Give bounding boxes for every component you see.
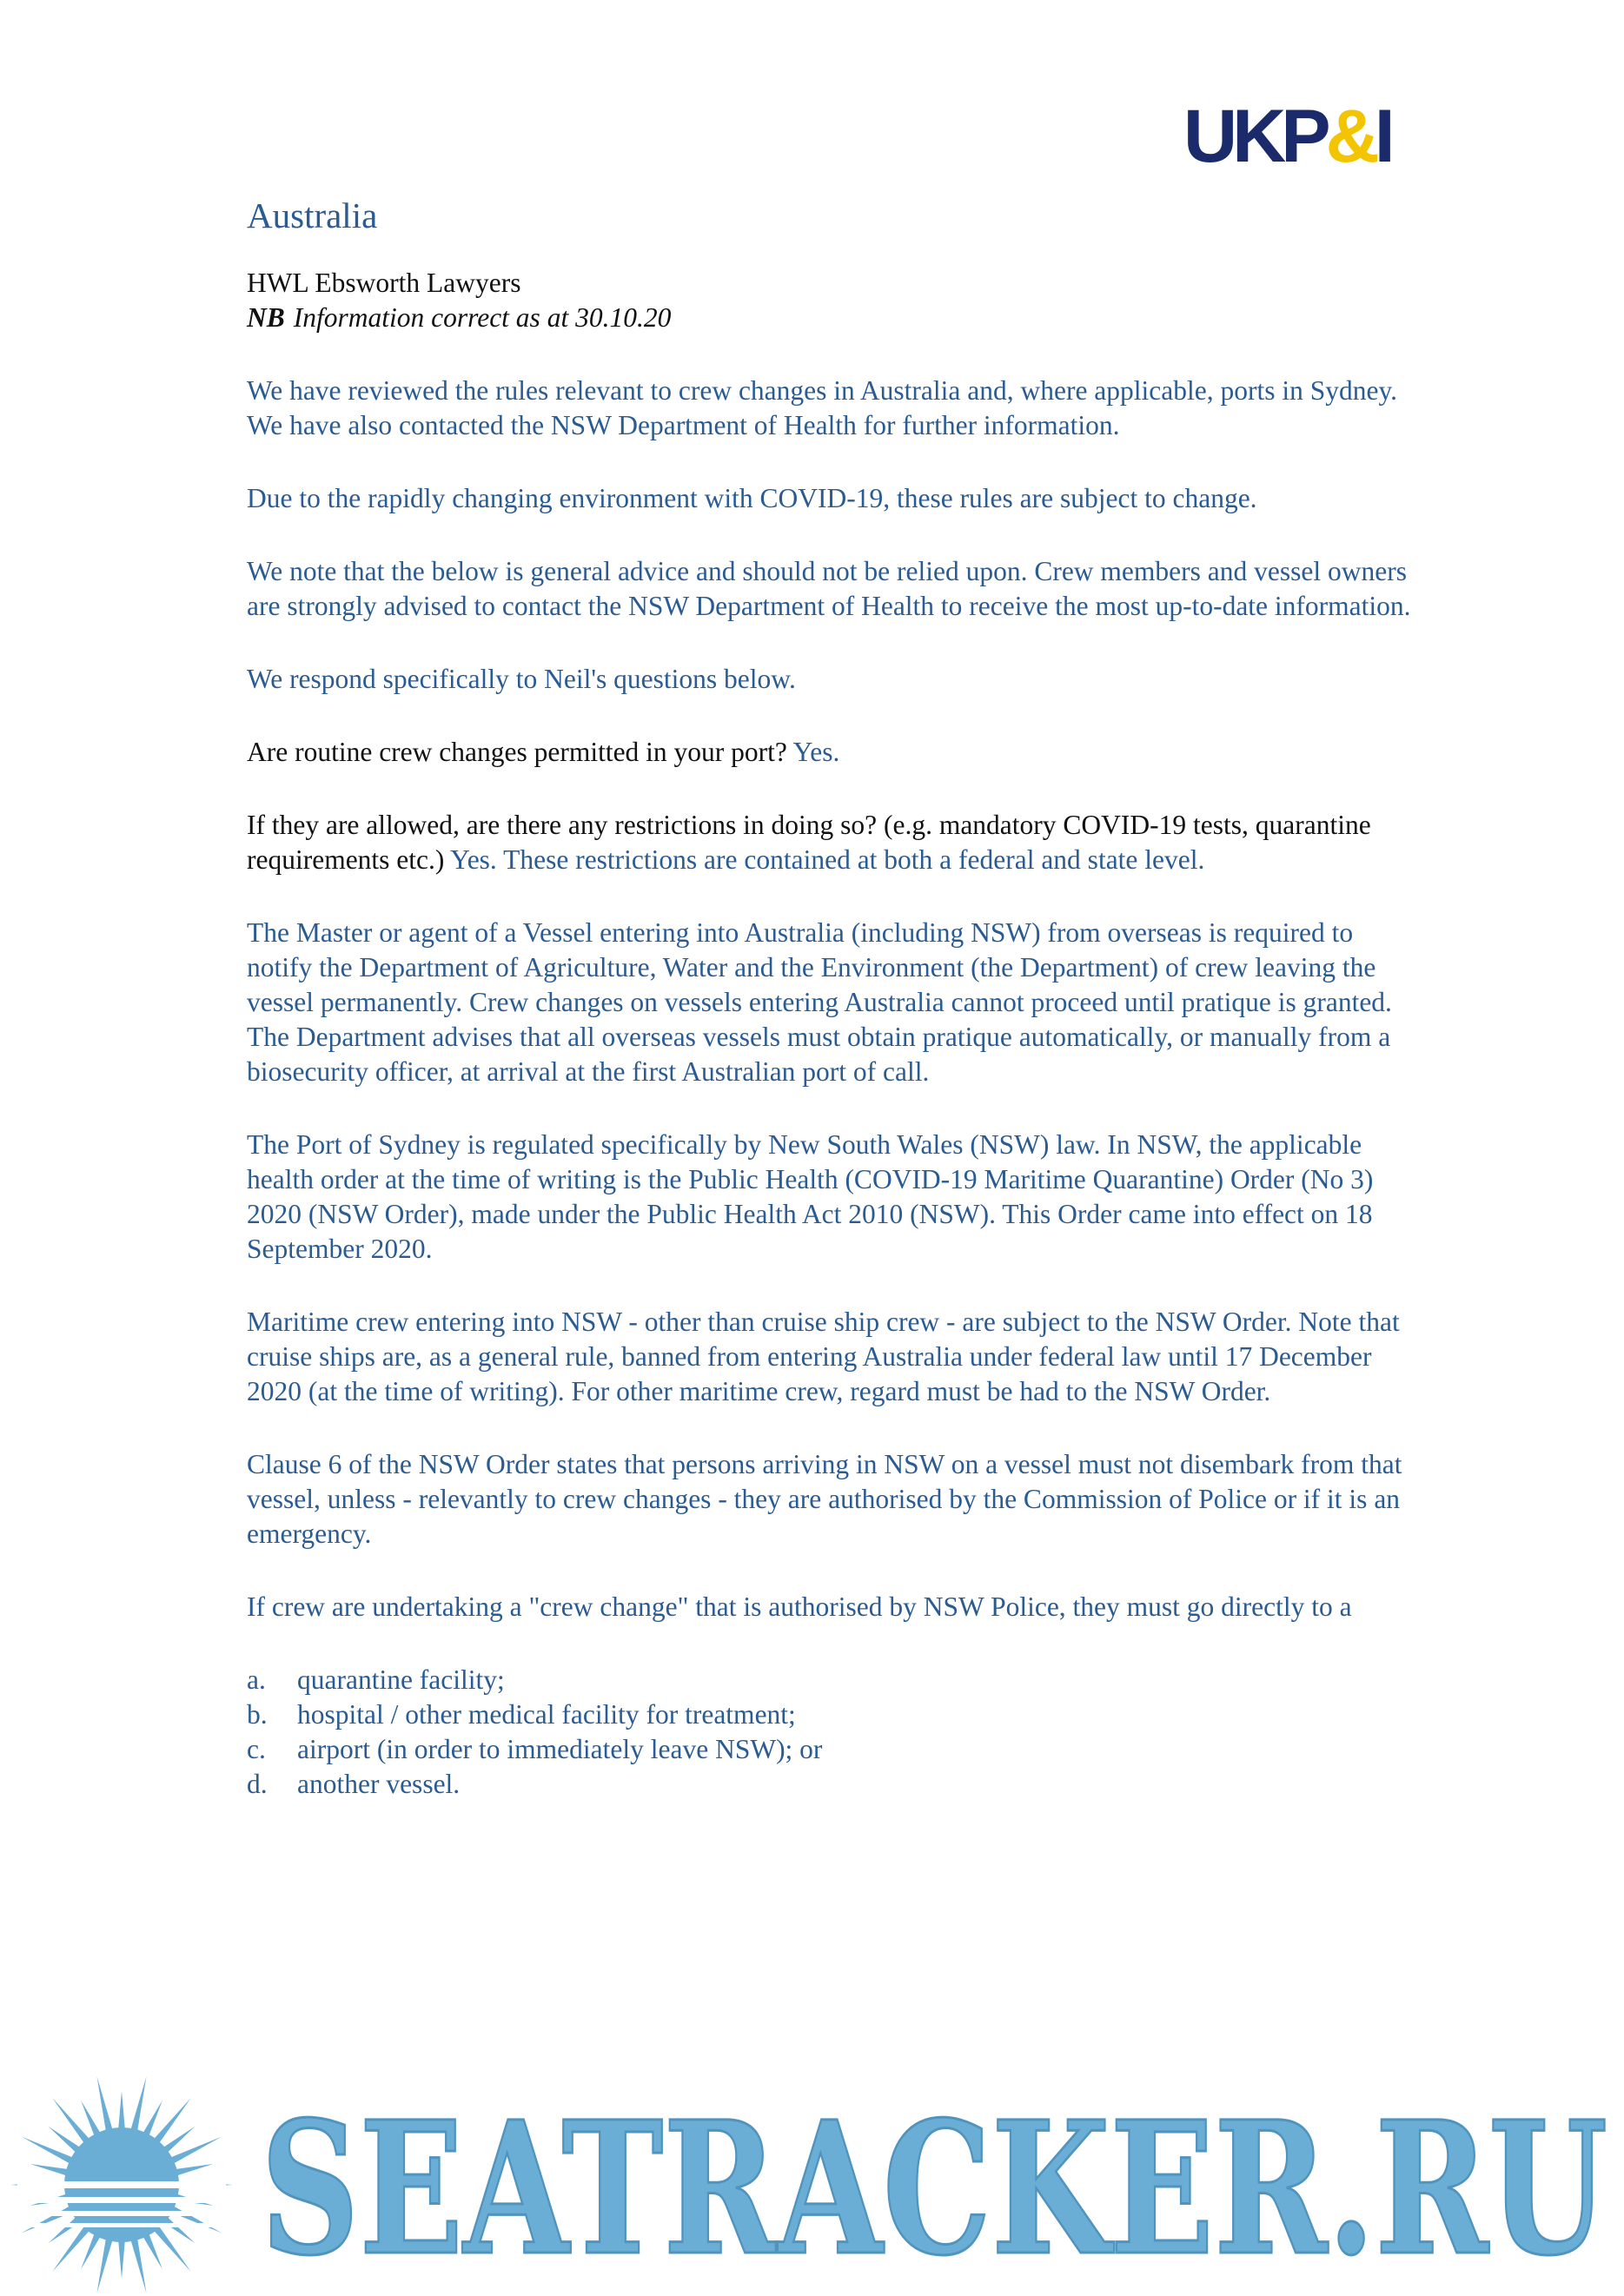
- list-item: [247, 1767, 1411, 1802]
- document-body: [247, 193, 1411, 1802]
- list-letter: b.: [247, 1699, 268, 1730]
- paragraph-maritime-crew: Maritime crew entering into NSW - other than cruise ship crew - are subject to the NSW Order. Note that cruise ships are, as a general rule, banned from entering Australia under federal law until 17 December 2020 (at the time of writing). For other maritime crew, regard must be had to the NSW Order.: [247, 1307, 1400, 1406]
- question-2-text: If they are allowed, are there any restrictions in doing so? (e.g. mandatory COVID-19 tests, quarantine requirements etc.): [247, 810, 1371, 875]
- nb-line: [247, 302, 671, 333]
- question-2-answer: Yes. These restrictions are contained at both a federal and state level.: [444, 844, 1205, 875]
- paragraph-respond: We respond specifically to Neil's questions below.: [247, 664, 796, 694]
- list-item: [247, 1732, 1411, 1767]
- author: HWL Ebsworth Lawyers: [247, 268, 521, 298]
- sun-icon: [10, 2076, 233, 2293]
- list-text: quarantine facility;: [297, 1664, 505, 1695]
- sun-ray: [97, 2234, 114, 2293]
- logo-i: I: [1374, 97, 1390, 172]
- logo-amp: &: [1325, 97, 1375, 172]
- sun-ray: [151, 2223, 191, 2272]
- sun-ray: [118, 2091, 125, 2133]
- destination-list: [247, 1663, 1411, 1802]
- list-letter: d.: [247, 1769, 268, 1799]
- question-2: [247, 808, 1411, 877]
- list-letter: a.: [247, 1664, 266, 1695]
- list-text: hospital / other medical facility for treatment;: [297, 1699, 796, 1730]
- question-1-text: Are routine crew changes permitted in your port?: [247, 737, 787, 767]
- paragraph-crew-change: If crew are undertaking a "crew change" that is authorised by NSW Police, they must go directly to a: [247, 1591, 1352, 1622]
- list-item: [247, 1697, 1411, 1732]
- sun-ray: [52, 2223, 92, 2272]
- sun-ray: [129, 2234, 146, 2293]
- nb-text: Information correct as at 30.10.20: [293, 302, 672, 333]
- list-text: another vessel.: [297, 1769, 461, 1799]
- logo-uk: UK: [1183, 97, 1282, 172]
- list-letter: c.: [247, 1734, 266, 1764]
- paragraph-change-notice: Due to the rapidly changing environment with COVID-19, these rules are subject to change.: [247, 483, 1257, 513]
- paragraph-port-sydney: The Port of Sydney is regulated specifically by New South Wales (NSW) law. In NSW, the applicable health order at the time of writing is the Public Health (COVID-19 Maritime Quarantine) Order (No 3) 2020 (NSW Order), made under the Public Health Act 2010 (NSW). This Order came into effect on 18 September 2020.: [247, 1129, 1374, 1264]
- paragraph-master-agent: The Master or agent of a Vessel entering into Australia (including NSW) from overseas is required to notify the Department of Agriculture, Water and the Environment (the Department) of crew leaving the vessel permanently. Crew changes on vessels entering Australia cannot proceed until pratique is granted. The Department advises that all overseas vessels must obtain pratique automatically, or manually from a biosecurity officer, at arrival at the first Australian port of call.: [247, 917, 1392, 1087]
- sun-ray: [97, 2076, 114, 2134]
- logo-p: P: [1281, 97, 1326, 172]
- svg-text:UKP&I: [1183, 97, 1391, 172]
- question-1-answer: Yes.: [786, 737, 840, 767]
- nb-label: NB: [247, 302, 285, 333]
- seatracker-watermark: [0, 2054, 1624, 2296]
- sun-ray: [151, 2098, 191, 2147]
- author-block: [247, 266, 1411, 335]
- sun-ray: [118, 2237, 125, 2279]
- paragraph-disclaimer: We note that the below is general advice and should not be relied upon. Crew members and vessel owners are strongly advised to contact the NSW Department of Health to receive the most up-to-date information.: [247, 556, 1411, 621]
- watermark-text: SEATRACKER.RU: [261, 2081, 1607, 2296]
- sun-ray: [129, 2076, 146, 2134]
- paragraph-intro: We have reviewed the rules relevant to crew changes in Australia and, where applicable, ports in Sydney. We have also contacted the NSW Department of Health for further information.: [247, 375, 1398, 440]
- list-item: [247, 1663, 1411, 1697]
- ukpi-logo: [1183, 97, 1401, 172]
- sun-ray: [52, 2098, 92, 2147]
- question-1: [247, 735, 1411, 770]
- page-title: Australia: [247, 195, 378, 235]
- list-text: airport (in order to immediately leave NSW); or: [297, 1734, 823, 1764]
- paragraph-clause-6: Clause 6 of the NSW Order states that persons arriving in NSW on a vessel must not disembark from that vessel, unless - relevantly to crew changes - they are authorised by the Commission of Police or if it is an emergency.: [247, 1449, 1402, 1549]
